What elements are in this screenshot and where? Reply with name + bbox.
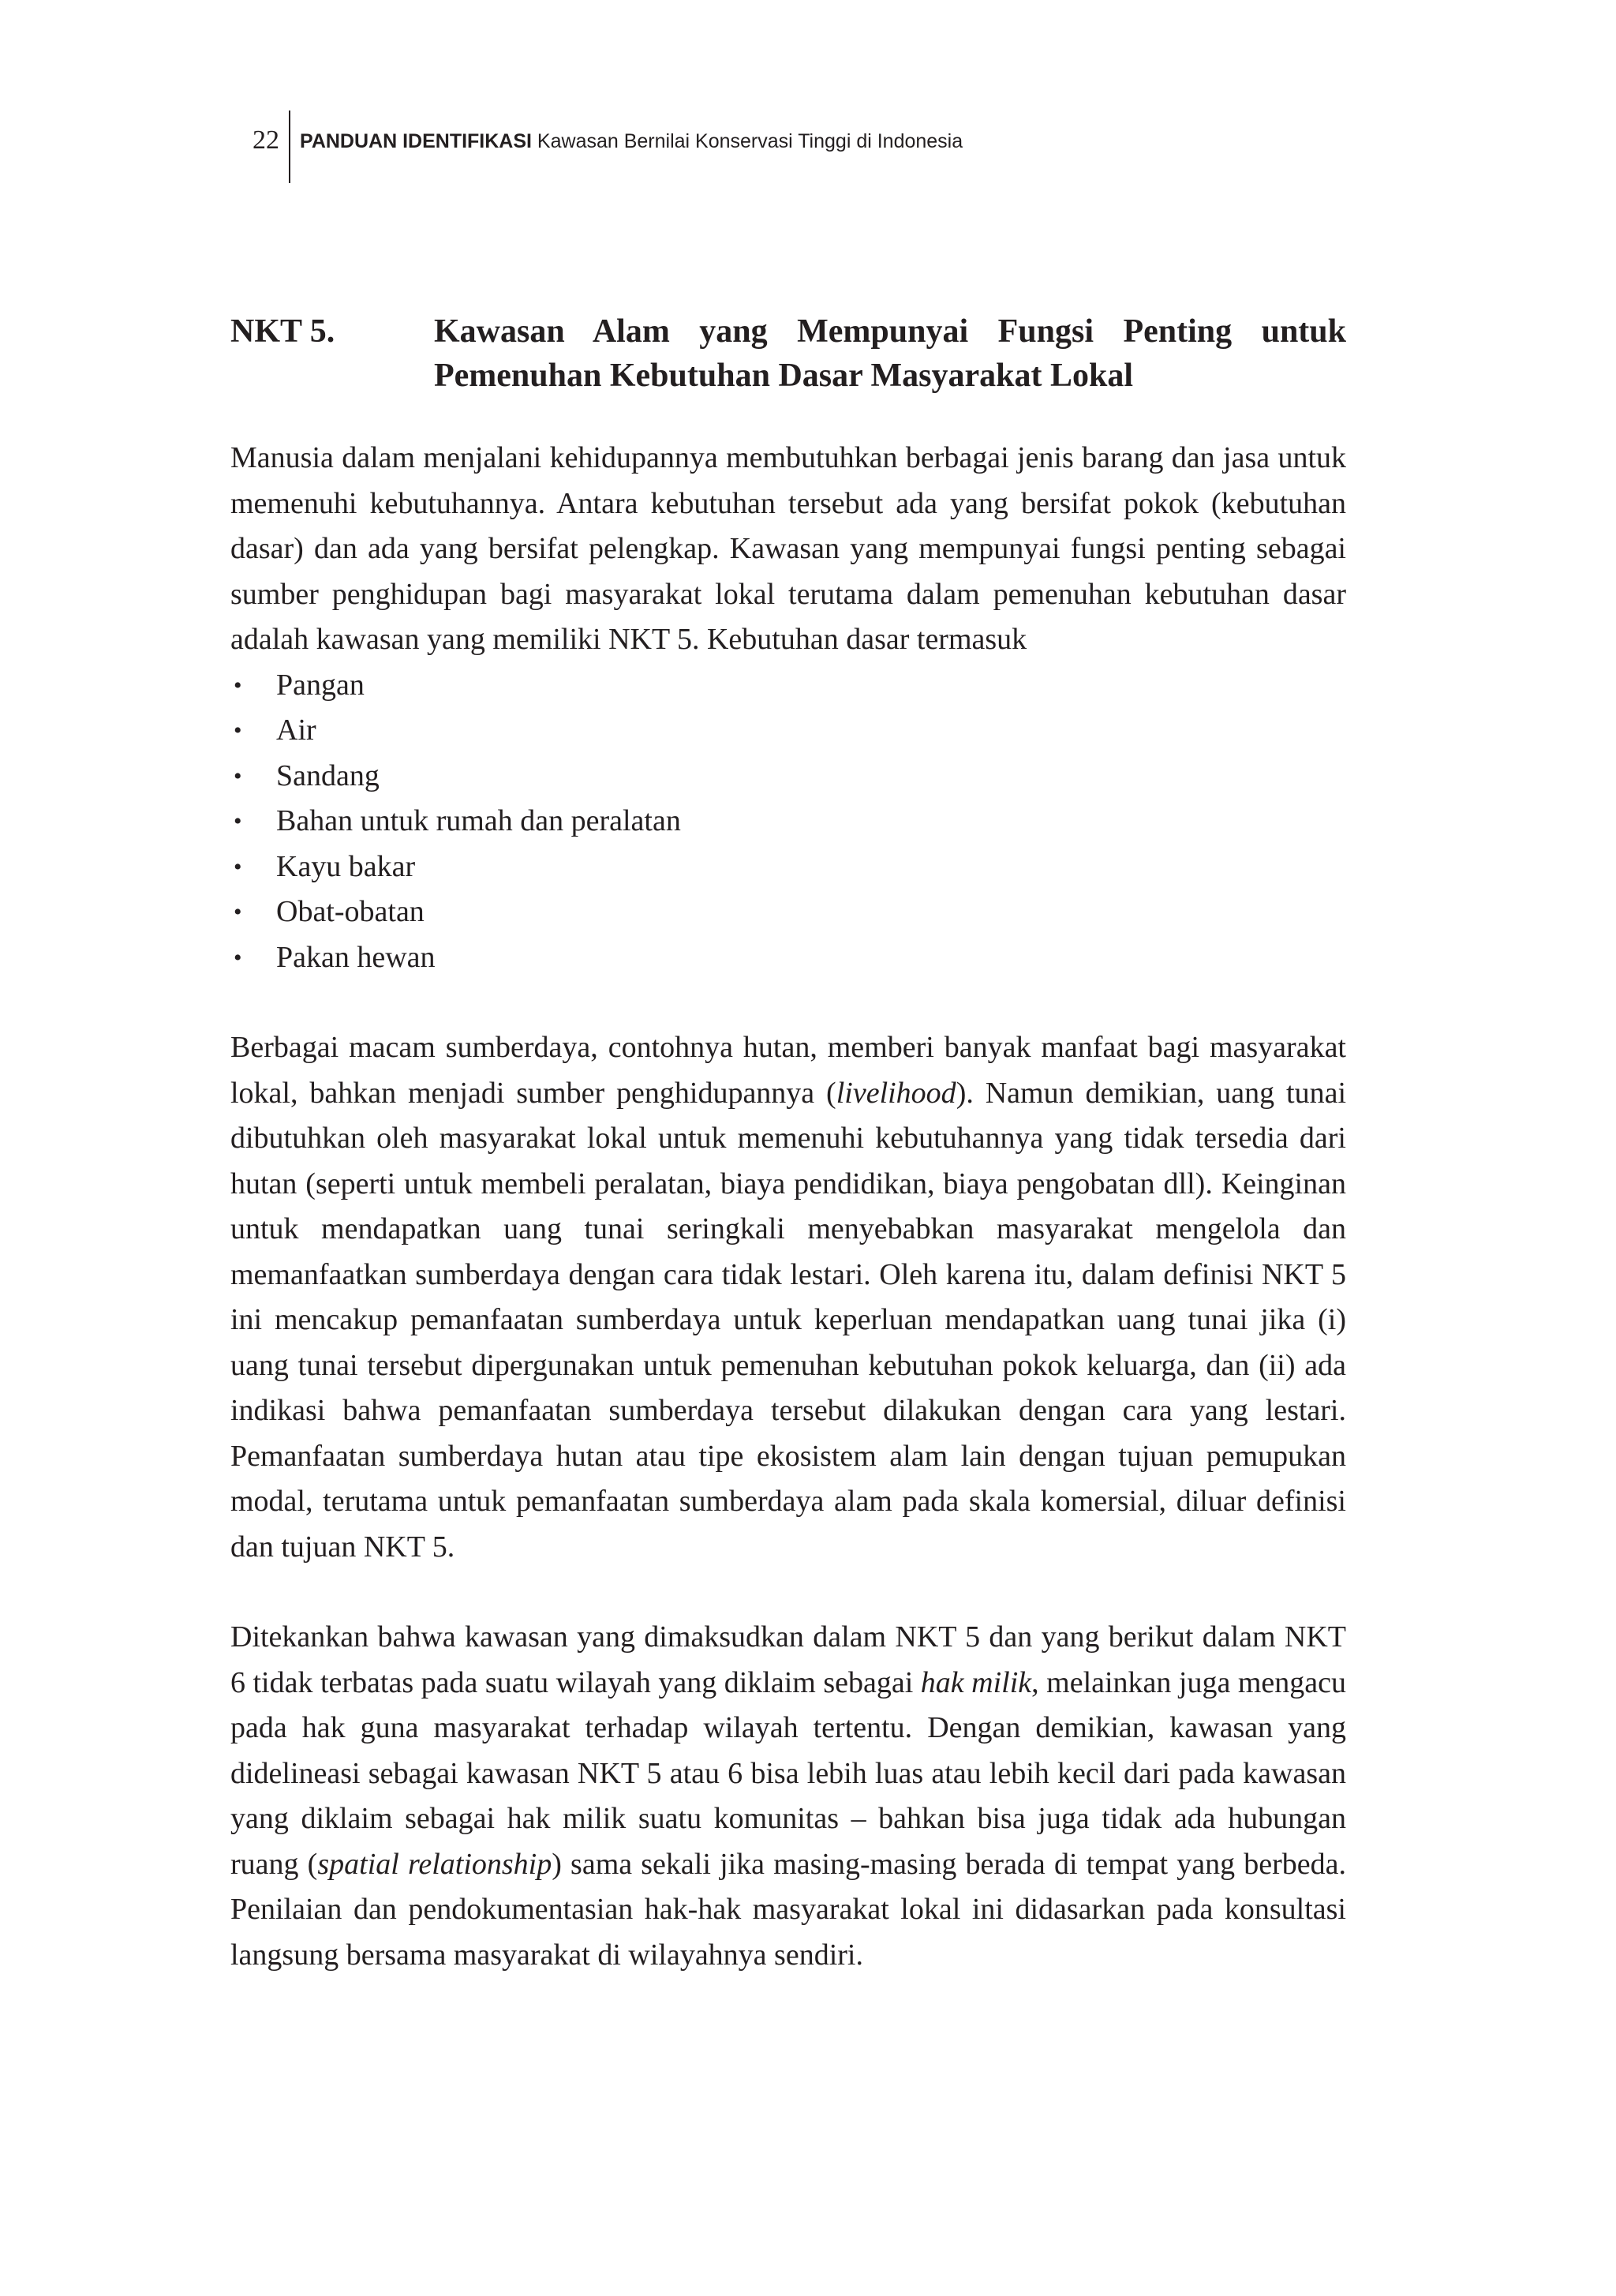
italic-term-livelihood: livelihood [836, 1076, 956, 1110]
list-item: • Air [230, 708, 1346, 754]
section-title [434, 309, 1346, 398]
header-divider [289, 110, 290, 183]
bullet-icon: • [234, 762, 242, 789]
list-item: • Sandang [230, 754, 1346, 800]
running-title [300, 129, 963, 153]
page-content [230, 309, 1346, 1978]
bullet-icon: • [234, 944, 242, 971]
section-number: NKT 5. [230, 313, 335, 350]
paragraph-rights: Ditekankan bahwa kawasan yang dimaksudkan dalam NKT 5 dan yang berikut dalam NKT 6 tidak terbatas pada suatu wilayah yang diklaim sebagai hak milik, melainkan juga mengacu pada hak guna masyarakat terhadap wilayah tertentu. Dengan demikian, kawasan yang didelineasi sebagai kawasan NKT 5 atau 6 bisa lebih luas atau lebih kecil dari pada kawasan yang diklaim sebagai hak milik suatu komunitas – bahkan bisa juga tidak ada hubungan ruang (spatial relationship) sama sekali jika masing-masing berada di tempat yang berbeda. Penilaian dan pendokumentasian hak-hak masyarakat lokal ini didasarkan pada konsultasi langsung bersama masyarakat di wilayahnya sendiri. [230, 1620, 1346, 1972]
bullet-icon: • [234, 899, 242, 925]
section-title-line-1: Kawasan Alam yang Mempunyai Fungsi Penting untuk [434, 313, 1346, 350]
paragraph-spacer [230, 1570, 1346, 1615]
basic-needs-list [230, 663, 1346, 981]
list-item: • Kayu bakar [230, 845, 1346, 890]
paragraph-livelihood: Berbagai macam sumberdaya, contohnya hutan, memberi banyak manfaat bagi masyarakat lokal, bahkan menjadi sumber penghidupannya (livelihood). Namun demikian, uang tunai dibutuhkan oleh masyarakat lokal untuk memenuhi kebutuhannya yang tidak tersedia dari hutan (seperti untuk membeli peralatan, biaya pendidikan, biaya pengobatan dll). Keinginan untuk mendapatkan uang tunai seringkali menyebabkan masyarakat mengelola dan memanfaatkan sumberdaya dengan cara tidak lestari. Oleh karena itu, dalam definisi NKT 5 ini mencakup pemanfaatan sumberdaya untuk keperluan mendapatkan uang tunai jika (i) uang tunai tersebut dipergunakan untuk pemenuhan kebutuhan pokok keluarga, dan (ii) ada indikasi bahwa pemanfaatan sumberdaya tersebut dilakukan dengan cara yang lestari. Pemanfaatan sumberdaya hutan atau tipe ekosistem alam lain dengan tujuan pemupukan modal, terutama untuk pemanfaatan sumberdaya alam pada skala komersial, diluar definisi dan tujuan NKT 5. [230, 1031, 1346, 1564]
page-number: 22 [252, 125, 279, 155]
list-item: • Pangan [230, 663, 1346, 709]
section-title-line-2: Pemenuhan Kebutuhan Dasar Masyarakat Lokal [434, 358, 1134, 394]
italic-term-hak-milik: hak milik [920, 1665, 1032, 1699]
bullet-icon: • [234, 672, 242, 699]
section-heading [230, 309, 1346, 398]
bullet-icon: • [234, 717, 242, 743]
list-item: • Obat-obatan [230, 890, 1346, 935]
bullet-icon: • [234, 853, 242, 880]
running-title-rest: Kawasan Bernilai Konservasi Tinggi di Indonesia [531, 130, 963, 152]
bullet-icon: • [234, 808, 242, 834]
paragraph-spacer [230, 980, 1346, 1025]
list-item: • Bahan untuk rumah dan peralatan [230, 799, 1346, 845]
list-item: • Pakan hewan [230, 935, 1346, 981]
italic-term-spatial-relationship: spatial relationship [317, 1847, 552, 1881]
running-title-bold: PANDUAN IDENTIFIKASI [300, 130, 532, 152]
intro-paragraph: Manusia dalam menjalani kehidupannya membutuhkan berbagai jenis barang dan jasa untuk memenuhi kebutuhannya. Antara kebutuhan tersebut ada yang bersifat pokok (kebutuhan dasar) dan ada yang bersifat pelengkap. Kawasan yang mempunyai fungsi penting sebagai sumber penghidupan bagi masyarakat lokal terutama dalam pemenuhan kebutuhan dasar adalah kawasan yang memiliki NKT 5. Kebutuhan dasar termasuk [230, 441, 1346, 656]
